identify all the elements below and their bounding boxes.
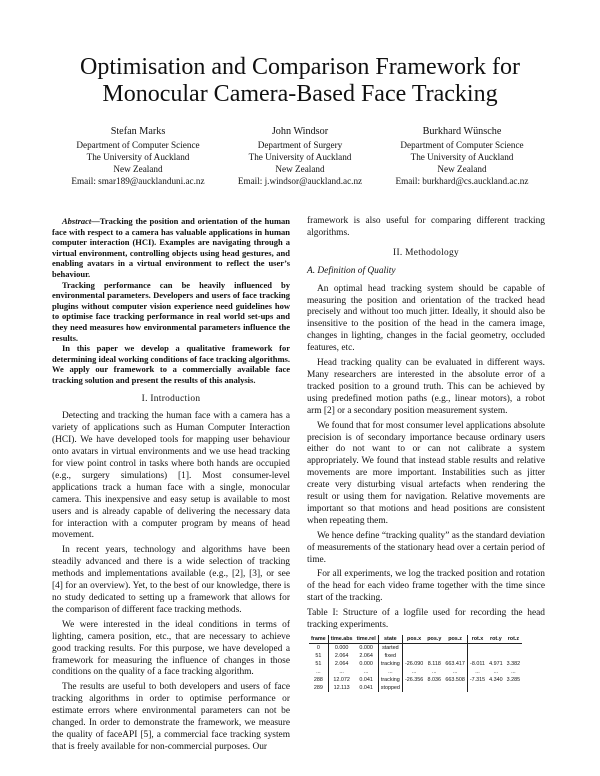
paper-title <box>0 54 600 108</box>
intro-p4: The results are useful to both developers and users of face tracking algorithms in order to optimise performance or estimate errors where environmental parameters can not be changed. In order to demonstrate the framework, we measure the quality of faceAPI [5], a commercial face tracking system that is freely available for non-commercial purposes. Our <box>52 682 290 752</box>
table-cell <box>487 644 505 653</box>
table-cell: 663.417 <box>443 660 467 668</box>
table-row <box>309 676 522 684</box>
table-cell: ... <box>432 669 437 675</box>
table-cell: 3.382 <box>506 661 521 667</box>
abstract-p1 <box>52 216 290 280</box>
table-header-cell: pos.y <box>427 636 442 642</box>
table-header-row <box>309 635 522 644</box>
table-caption: Table I: Structure of a logfile used for recording the head tracking experiments. <box>307 608 545 631</box>
table-cell <box>443 684 467 692</box>
author-block-1 <box>45 126 231 187</box>
table-cell: tracking <box>378 660 402 668</box>
table-cell: ... <box>355 668 379 676</box>
right-column <box>307 216 545 692</box>
table-row <box>309 684 522 692</box>
author-block-3 <box>369 126 555 187</box>
intro-p1: Detecting and tracking the human face with a camera has a variety of applications such as Human Computer Interaction (HCI). We have developed tools for mapping user behaviour onto avatars in virtual environments and we use head tracking for view point control in tasks where both hands are occupied (e.g., surgery simulations) [1]. Most consumer-level applications track a human face with a single, monocular camera. This inexpensive and easy setup is available to most users and is already capable of delivering the necessary data for interaction with a computer program by means of head movement. <box>52 411 290 541</box>
table-cell <box>425 652 443 660</box>
author-country: New Zealand <box>275 164 325 174</box>
table-cell <box>443 652 467 660</box>
table-cell <box>487 652 505 660</box>
table-header-cell: pos.z <box>443 635 467 644</box>
table-cell: 2.064 <box>334 661 349 667</box>
table-cell: -8.011 <box>470 661 485 667</box>
table-row <box>309 668 522 676</box>
table-cell: ... <box>378 668 402 676</box>
abstract-p3: In this paper we develop a qualitative framework for determining ideal working conditions of face tracking algorithms. We apply our framework to a commercially available face tracking solution and present the results of this analysis. <box>52 343 290 385</box>
table-cell <box>487 684 505 692</box>
author-country: New Zealand <box>113 164 163 174</box>
table-cell <box>505 652 523 660</box>
table-cell: 3.285 <box>506 677 521 683</box>
table-cell: 0 <box>309 644 328 653</box>
table-cell: -26.090 <box>404 661 424 667</box>
table-cell: 0.041 <box>355 684 379 692</box>
intro-p3: We were interested in the ideal conditions in terms of lighting, camera position, etc., that are necessary to achieve good tracking results. For this purpose, we have developed a framework for measuring the influence of changes in those conditions on the quality of a face tracking algorithm. <box>52 619 290 678</box>
abstract-text-1: —Tracking the position and orientation of the human face with respect to a camera has valuable applications in human computer interaction (HCI). Examples are navigating through a virtual environment, controlling objects using head gestures, and enabling avatars in a virtual environment to reflect the user’s behaviour. <box>52 216 290 279</box>
method-p4: We hence define “tracking quality” as the standard deviation of measurements of the stationary head over a certain period of time. <box>307 530 545 565</box>
table-header-cell: frame <box>309 635 328 644</box>
table-header-cell: state <box>378 635 402 644</box>
method-p3: We found that for most consumer level applications absolute precision is of secondary importance because ordinary users either do not want to or can not calibrate a system appropriately. We found that instead stable results and relative movements are more important. Instabilities such as jitter create very disturbing visual artefacts when rendering the result or using them for navigation. Relative movements are important so that motions and head positions are consistent when repeating them. <box>307 420 545 526</box>
table-cell <box>467 644 487 653</box>
table-cell: 0.000 <box>355 644 379 653</box>
table-cell: ... <box>493 669 499 675</box>
table-cell <box>425 684 443 692</box>
left-column <box>52 216 290 757</box>
table-header-cell: pos.x <box>402 635 425 644</box>
author-country: New Zealand <box>437 164 487 174</box>
author-block-2 <box>207 126 393 187</box>
table-cell <box>402 652 425 660</box>
table-cell <box>467 684 487 692</box>
table-cell: 0.041 <box>355 676 379 684</box>
table-cell: ... <box>309 668 328 676</box>
table-cell: ... <box>511 669 516 675</box>
table-cell: fixed <box>378 652 402 660</box>
author-dept: Department of Computer Science <box>400 140 524 150</box>
table-cell: 12.072 <box>333 677 350 683</box>
author-email: Email: burkhard@cs.auckland.ac.nz <box>395 176 529 186</box>
author-email: Email: smar189@aucklanduni.ac.nz <box>71 176 205 186</box>
table-cell: tracking <box>378 676 402 684</box>
table-header-cell: time.abs <box>328 635 354 644</box>
author-univ: The University of Auckland <box>410 152 514 162</box>
author-name: Burkhard Wünsche <box>422 126 502 137</box>
table-cell: 0.000 <box>355 660 379 668</box>
author-dept: Department of Computer Science <box>76 140 200 150</box>
author-dept: Department of Surgery <box>257 140 343 150</box>
table-cell <box>505 684 523 692</box>
table-cell: 289 <box>309 684 328 692</box>
table-cell: 663.508 <box>443 676 467 684</box>
author-univ: The University of Auckland <box>86 152 190 162</box>
table-cell: 51 <box>309 652 328 660</box>
table-row <box>309 652 522 660</box>
table-cell <box>402 684 425 692</box>
table-cell: 4.340 <box>489 677 503 683</box>
method-p2: Head tracking quality can be evaluated in different ways. Many researchers are interested in the absolute error of a tracked position to a ground truth. This can be achieved by using predefined motion paths (e.g., linear motors), a robot arm [2] or a secondary position measurement system. <box>307 358 545 416</box>
table-cell: 12.113 <box>333 685 350 691</box>
table-cell: 2.064 <box>334 653 349 659</box>
table-cell: 2.064 <box>355 652 379 660</box>
table-cell: 51 <box>309 660 328 668</box>
table-header-cell: rot.z <box>505 635 523 644</box>
author-name: John Windsor <box>271 126 329 137</box>
table-cell: stopped <box>378 684 402 692</box>
table-body <box>309 644 522 693</box>
section-heading-methodology: II. Methodology <box>393 247 459 258</box>
table-cell: started <box>378 644 402 653</box>
table-cell: 8.118 <box>427 661 441 667</box>
table-row <box>309 660 522 668</box>
table-cell: 4.971 <box>489 661 503 667</box>
table-cell: -26.356 <box>404 677 424 683</box>
section-heading-intro: I. Introduction <box>141 393 201 404</box>
table-cell: 0.000 <box>334 645 349 651</box>
author-univ: The University of Auckland <box>248 152 352 162</box>
table-cell: -7.315 <box>469 677 486 683</box>
table-cell: ... <box>475 669 480 675</box>
intro-p2: In recent years, technology and algorithms have been steadily advanced and there is a wide selection of tracking methods and implementations available (e.g., [2], [3], or see [4] for an overview). Yet, to the best of our knowledge, there is no study dedicated to setting up a framework that allows for the comparison of different face tracking methods. <box>52 545 290 615</box>
abstract <box>52 216 290 386</box>
table-cell: ... <box>411 669 417 675</box>
table-cell <box>425 644 443 653</box>
subsection-heading: A. Definition of Quality <box>307 265 396 276</box>
author-email: Email: j.windsor@auckland.ac.nz <box>237 176 363 186</box>
method-p5: For all experiments, we log the tracked position and rotation of the head for each video frame together with the time since start of the tracking. <box>307 569 545 604</box>
table-cell: 288 <box>309 676 328 684</box>
table-row <box>309 644 522 653</box>
table-cell <box>467 652 487 660</box>
table-cell: ... <box>443 668 467 676</box>
title-line-1: Optimisation and Comparison Framework for <box>80 54 520 80</box>
continuation-text: framework is also useful for comparing different tracking algorithms. <box>307 216 545 238</box>
table-cell: ... <box>339 669 344 675</box>
abstract-label: Abstract <box>62 216 92 226</box>
table-header-cell: time.rel <box>355 635 379 644</box>
table-header-cell: rot.y <box>487 635 505 644</box>
table-cell <box>443 644 467 653</box>
abstract-p2: Tracking performance can be heavily influenced by environmental parameters. Developers and users of face tracking plugins without computer vision experience need guidelines how to optimise face tracking performance in real world set-ups and they need measures how environmental parameters influence the results. <box>52 279 290 343</box>
table-cell: 8.036 <box>427 677 442 683</box>
logfile-table <box>309 635 522 692</box>
method-p1: An optimal head tracking system should be capable of measuring the position and orientation of the tracked head precisely and without too much jitter. Ideally, it should also be insensitive to the position of the head in the camera image, changes in lighting, changes in the facial geometry, occluded features, etc. <box>307 283 545 354</box>
author-name: Stefan Marks <box>110 126 166 137</box>
table-cell <box>505 644 523 653</box>
title-line-2: Monocular Camera-Based Face Tracking <box>102 81 498 107</box>
table-cell <box>402 644 425 653</box>
table-header-cell: rot.x <box>467 635 487 644</box>
